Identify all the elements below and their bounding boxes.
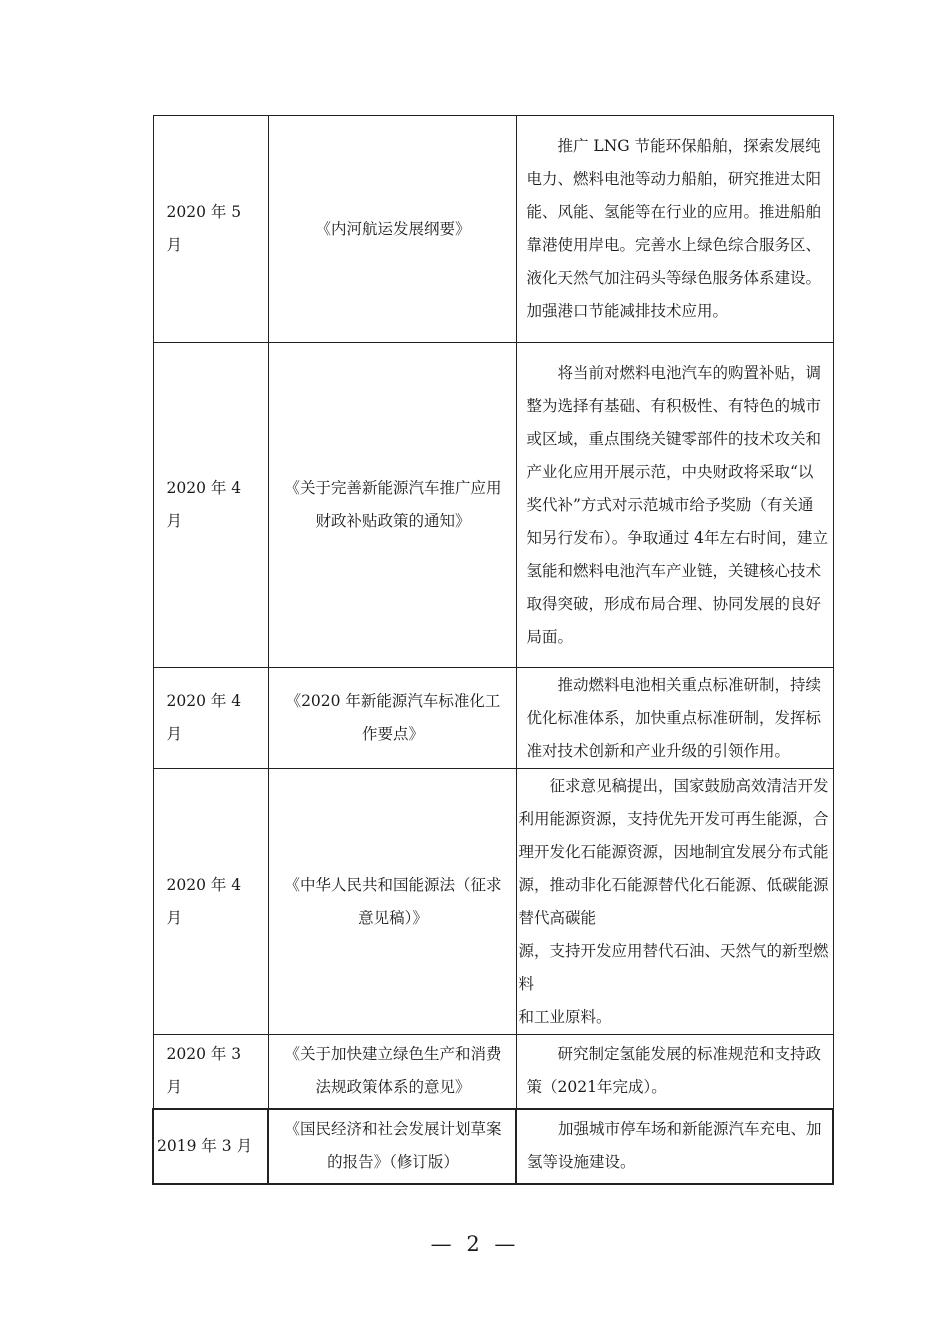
date-cell: 2020 年 4 月 bbox=[153, 343, 268, 668]
date-cell: 2020 年 4 月 bbox=[153, 668, 268, 769]
description-cell bbox=[516, 668, 833, 769]
table-row bbox=[153, 769, 833, 1035]
date-cell: 2019 年 3 月 bbox=[153, 1109, 268, 1184]
description-text: 研究制定氢能发展的标准规范和支持政策（2021年完成）。 bbox=[526, 1045, 822, 1097]
description-text: 加强城市停车场和新能源汽车充电、加氢等设施建设。 bbox=[527, 1120, 822, 1171]
date-cell: 2020 年 5 月 bbox=[153, 116, 268, 343]
page-number: — 2 — bbox=[430, 1232, 520, 1256]
description-text: 将当前对燃料电池汽车的购置补贴，调整为选择有基础、有积极性、有特色的城市或区域，重点围绕关键零部件的技术攻关和产业化应用开展示范，中央财政将采取“以奖代补”方式对示范城市给予奖励（有关通知另行发布）。争取通过 4年左右时间，建立氢能和燃料电池汽车产业链，关键核心技术取得突破，形成布局合理、协同发展的良好局面。 bbox=[526, 363, 829, 646]
document-title-cell: 《国民经济和社会发展计划草案的报告》（修订版） bbox=[268, 1109, 516, 1184]
policy-table bbox=[152, 115, 834, 1185]
table-row bbox=[153, 343, 833, 668]
document-title-cell: 《关于完善新能源汽车推广应用财政补贴政策的通知》 bbox=[268, 343, 516, 668]
description-text: 推广 LNG 节能环保船舶，探索发展纯电力、燃料电池等动力船舶，研究推进太阳能、风能、氢能等在行业的应用。推进船舶靠港使用岸电。完善水上绿色综合服务区、液化天然气加注码头等绿色服务体系建设。加强港口节能减排技术应用。 bbox=[526, 137, 822, 320]
table-row bbox=[153, 116, 833, 343]
description-cell bbox=[516, 1035, 833, 1109]
table-row bbox=[153, 1109, 833, 1184]
description-cell bbox=[516, 343, 833, 668]
description-line: 源，支持开发应用替代石油、天然气的新型燃料 bbox=[518, 941, 829, 993]
description-cell bbox=[516, 769, 833, 1035]
table-row bbox=[153, 668, 833, 769]
description-line: 征求意见稿提出，国家鼓励高效清洁开发利用能源资源，支持优先开发可再生能源，合理开发化石能源资源，因地制宜发展分布式能源，推动非化石能源替代化石能源、低碳能源替代高碳能 bbox=[518, 776, 829, 927]
description-line: 和工业原料。 bbox=[518, 1007, 612, 1026]
document-title-cell: 《中华人民共和国能源法（征求意见稿）》 bbox=[268, 769, 516, 1035]
date-cell: 2020 年 3 月 bbox=[153, 1035, 268, 1109]
description-text: 推动燃料电池相关重点标准研制，持续优化标准体系，加快重点标准研制，发挥标准对技术创新和产业升级的引领作用。 bbox=[526, 675, 822, 760]
document-title-cell: 《内河航运发展纲要》 bbox=[268, 116, 516, 343]
document-title-cell: 《2020 年新能源汽车标准化工作要点》 bbox=[268, 668, 516, 769]
description-cell bbox=[516, 116, 833, 343]
date-cell: 2020 年 4 月 bbox=[153, 769, 268, 1035]
description-cell bbox=[516, 1109, 833, 1184]
document-title-cell: 《关于加快建立绿色生产和消费法规政策体系的意见》 bbox=[268, 1035, 516, 1109]
table-row bbox=[153, 1035, 833, 1109]
